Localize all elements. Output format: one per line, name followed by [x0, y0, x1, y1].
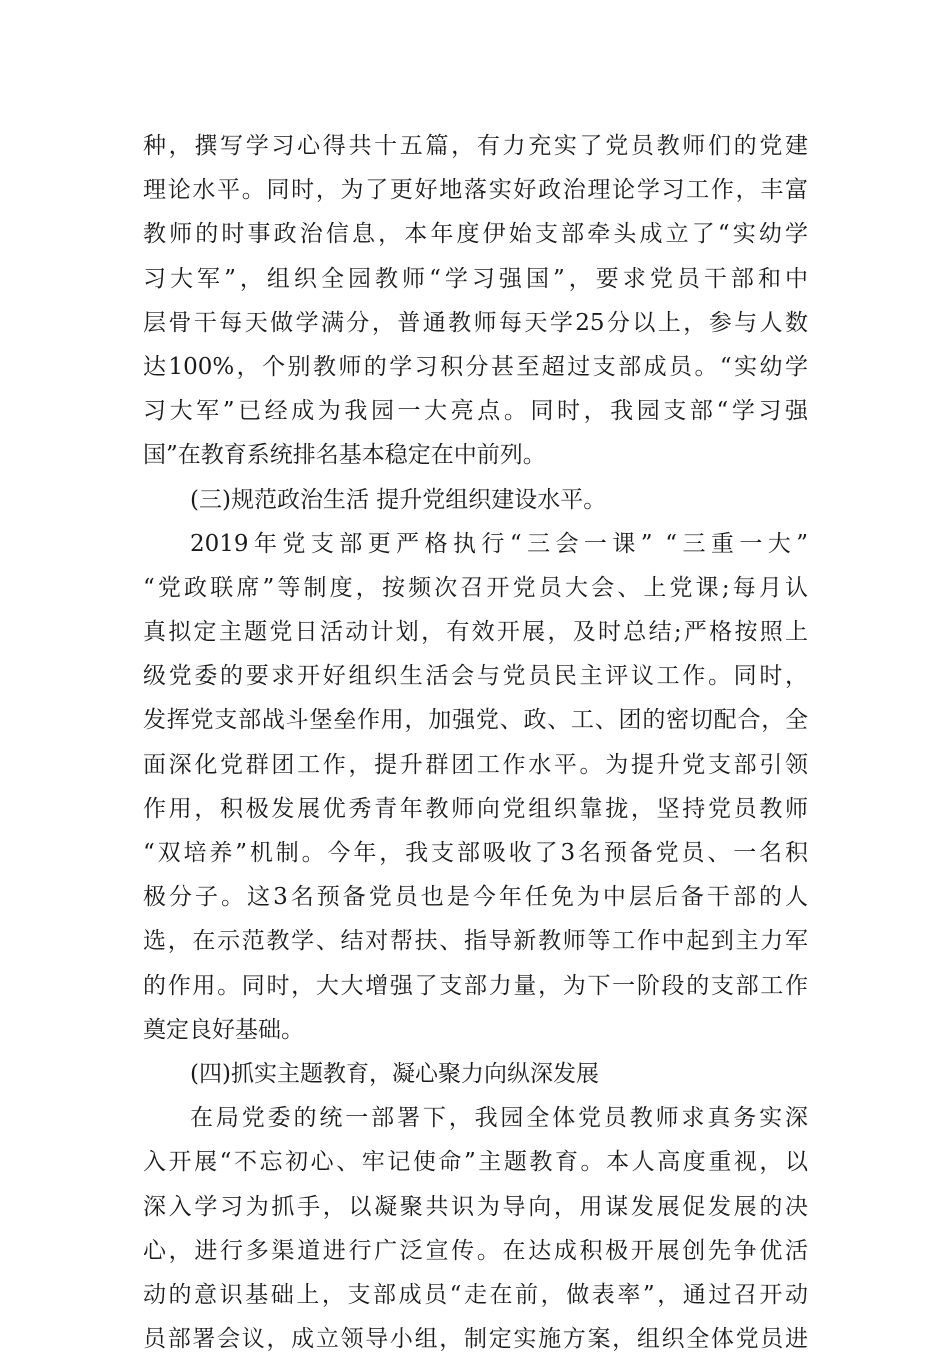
text-line: 极分子。这3名预备党员也是今年任免为中层后备干部的人: [143, 884, 808, 911]
section-heading: (三)规范政治生活 提升党组织建设水平。: [190, 486, 607, 513]
text-line: 心，进行多渠道进行广泛宣传。在达成积极开展创先争优活: [143, 1237, 808, 1264]
text-line: 在局党委的统一部署下，我园全体党员教师求真务实深: [190, 1105, 808, 1132]
text-line: 习大军”，组织全园教师“学习强国”，要求党员干部和中: [143, 265, 808, 292]
text-line: 层骨干每天做学满分，普通教师每天学25分以上，参与人数: [143, 309, 808, 336]
text-line: 种，撰写学习心得共十五篇，有力充实了党员教师们的党建: [143, 133, 808, 159]
text-line: 达100%，个别教师的学习积分甚至超过支部成员。“实幼学: [143, 353, 808, 380]
text-line: 的作用。同时，大大增强了支部力量，为下一阶段的支部工作: [143, 972, 808, 999]
text-line: 理论水平。同时，为了更好地落实好政治理论学习工作，丰富: [143, 177, 808, 204]
text-line: 级党委的要求开好组织生活会与党员民主评议工作。同时，: [143, 663, 808, 690]
text-line: 国”在教育系统排名基本稳定在中前列。: [143, 442, 546, 469]
text-line: 选，在示范教学、结对帮扶、指导新教师等工作中起到主力军: [143, 928, 808, 955]
section-heading: (四)抓实主题教育，凝心聚力向纵深发展: [190, 1060, 599, 1087]
text-line: 面深化党群团工作，提升群团工作水平。为提升党支部引领: [143, 751, 808, 778]
text-line: “双培养”机制。今年，我支部吸收了3名预备党员、一名积: [143, 840, 808, 866]
text-line: “党政联席”等制度，按频次召开党员大会、上党课;每月认: [143, 574, 808, 601]
document-body: [143, 124, 808, 1361]
text-line: 作用，积极发展优秀青年教师向党组织靠拢，坚持党员教师: [143, 795, 808, 822]
text-line: 动的意识基础上，支部成员“走在前，做表率”，通过召开动: [143, 1281, 808, 1308]
text-line: 习大军”已经成为我园一大亮点。同时，我园支部“学习强: [143, 398, 808, 425]
text-line: 发挥党支部战斗堡垒作用，加强党、政、工、团的密切配合，全: [143, 707, 808, 734]
text-line: 奠定良好基础。: [143, 1016, 304, 1043]
text-line: 入开展“不忘初心、牢记使命”主题教育。本人高度重视，以: [143, 1149, 808, 1176]
text-line: 员部署会议，成立领导小组，制定实施方案，组织全体党员进: [143, 1326, 808, 1353]
text-line: 2019年党支部更严格执行“三会一课” “三重一大”: [190, 530, 808, 557]
text-line: 深入学习为抓手，以凝聚共识为导向，用谋发展促发展的决: [143, 1193, 808, 1220]
text-line: 教师的时事政治信息，本年度伊始支部牵头成立了“实幼学: [143, 221, 808, 248]
text-line: 真拟定主题党日活动计划，有效开展，及时总结;严格按照上: [143, 619, 808, 646]
